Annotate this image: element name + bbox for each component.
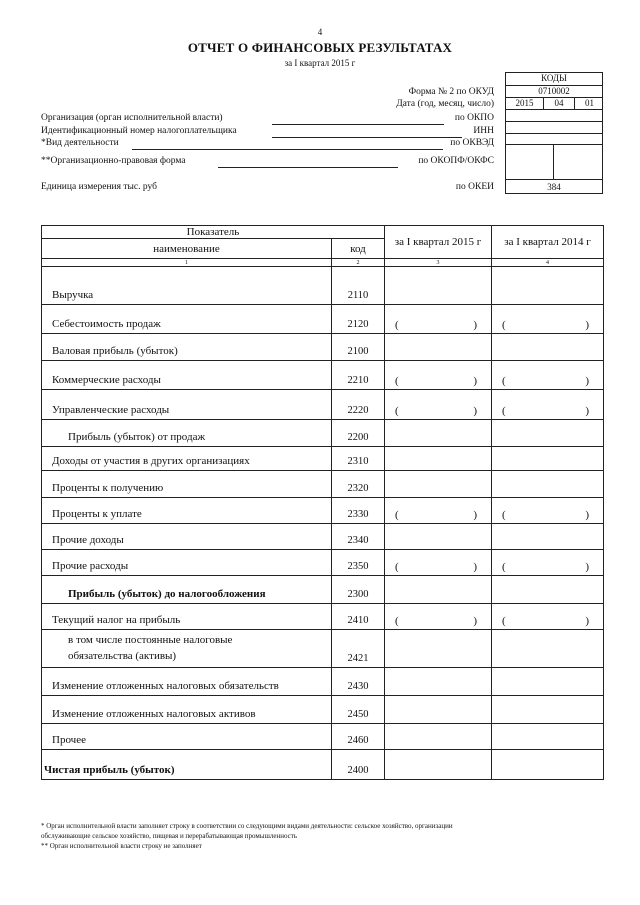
paren-open: ( [395,319,399,331]
paren-open: ( [395,509,399,521]
paren-close: ) [473,561,477,573]
okved-code[interactable] [506,134,602,145]
date-month: 04 [544,98,575,109]
row-name-line1: в том числе постоянные налоговые [68,634,233,646]
table-row [42,471,604,498]
paren-close: ) [585,405,589,417]
value-2015[interactable] [385,498,492,524]
activity-label: *Вид деятельности [41,138,119,148]
row-name: Текущий налог на прибыль [42,604,332,630]
paren-open: ( [502,615,506,627]
row-code: 2300 [332,576,385,604]
organization-field[interactable] [272,124,444,125]
report-title: ОТЧЕТ О ФИНАНСОВЫХ РЕЗУЛЬТАТАХ [187,40,453,55]
column-number-4: 4 [492,259,604,267]
row-name: Себестоимость продаж [42,305,332,334]
value-2014[interactable] [492,305,604,334]
table-row [42,604,604,630]
header-code: код [332,239,385,259]
footnote-1-line-1: * Орган исполнительной власти заполняет строку в соответствии со следующими видами деятельности: сельское хозяйство, организации [41,822,453,830]
row-name: Управленческие расходы [42,390,332,420]
value-2015[interactable] [385,630,492,668]
table-row [42,724,604,750]
value-2014[interactable] [492,498,604,524]
row-code: 2200 [332,420,385,447]
inn-field[interactable] [272,137,462,138]
table-row [42,696,604,724]
table-row [42,498,604,524]
footnote-2: ** Орган исполнительной власти строку не заполняет [41,842,202,850]
column-number-3: 3 [385,259,492,267]
value-2014[interactable] [492,361,604,390]
table-row [42,390,604,420]
value-2014[interactable] [492,524,604,550]
column-number-2: 2 [332,259,385,267]
okopf-label: по ОКОПФ/ОКФС [418,156,494,166]
okud-code[interactable]: 0710002 [506,86,602,98]
value-2014[interactable] [492,471,604,498]
value-2015[interactable] [385,334,492,361]
table-row [42,361,604,390]
activity-field[interactable] [132,149,443,150]
table-row [42,576,604,604]
paren-open: ( [502,319,506,331]
paren-open: ( [502,405,506,417]
date-year: 2015 [506,98,544,109]
value-2014[interactable] [492,604,604,630]
header-period-2015: за I квартал 2015 г [385,226,492,259]
okei-code[interactable]: 384 [547,182,561,192]
okei-label: по ОКЕИ [455,182,494,192]
page-number: 4 [317,27,323,37]
row-name: Изменение отложенных налоговых обязательств [42,668,332,696]
date-label: Дата (год, месяц, число) [396,99,494,109]
value-2015[interactable] [385,524,492,550]
header-indicator: Показатель [42,226,385,239]
row-name: Чистая прибыль (убыток) [42,750,332,780]
row-name: Проценты к получению [42,471,332,498]
header-period-2014: за I квартал 2014 г [492,226,604,259]
value-2015[interactable] [385,267,492,305]
value-2014[interactable] [492,696,604,724]
okpo-label: по ОКПО [454,113,494,123]
paren-close: ) [473,615,477,627]
row-code: 2421 [332,630,385,668]
legal-form-label: **Организационно-правовая форма [41,156,186,166]
legal-form-field[interactable] [218,167,398,168]
value-2014[interactable] [492,630,604,668]
value-2014[interactable] [492,576,604,604]
value-2015[interactable] [385,696,492,724]
okopf-cell [506,145,554,179]
value-2014[interactable] [492,390,604,420]
inn-code[interactable] [506,122,602,134]
value-2015[interactable] [385,550,492,576]
paren-close: ) [473,319,477,331]
value-2014[interactable] [492,420,604,447]
table-row [42,550,604,576]
paren-close: ) [473,375,477,387]
table-row [42,668,604,696]
header-name: наименование [42,239,332,259]
value-2015[interactable] [385,724,492,750]
codes-header: КОДЫ [506,73,602,86]
paren-close: ) [585,509,589,521]
okpo-code[interactable] [506,110,602,122]
row-name: Доходы от участия в других организациях [42,447,332,471]
unit-label: Единица измерения тыс. руб [41,182,157,192]
inn-code-label: ИНН [473,126,494,136]
row-code: 2410 [332,604,385,630]
report-period: за I квартал 2015 г [284,58,356,68]
table-row [42,750,604,780]
codes-box [505,72,603,194]
value-2014[interactable] [492,750,604,780]
paren-close: ) [585,561,589,573]
okved-label: по ОКВЭД [450,138,494,148]
value-2015[interactable] [385,604,492,630]
paren-close: ) [473,509,477,521]
organization-label: Организация (орган исполнительной власти) [41,113,223,123]
paren-close: ) [585,319,589,331]
row-name: Валовая прибыль (убыток) [42,334,332,361]
row-code: 2310 [332,447,385,471]
value-2014[interactable] [492,668,604,696]
okopf-okfs-code[interactable] [506,145,602,180]
row-name: Коммерческие расходы [42,361,332,390]
table-row [42,630,604,668]
row-name: Прочее [42,724,332,750]
value-2014[interactable] [492,267,604,305]
row-code: 2220 [332,390,385,420]
value-2014[interactable] [492,447,604,471]
value-2015[interactable] [385,576,492,604]
value-2015[interactable] [385,361,492,390]
paren-close: ) [585,375,589,387]
row-name: Прибыль (убыток) от продаж [42,420,332,447]
value-2015[interactable] [385,750,492,780]
paren-close: ) [585,615,589,627]
row-code: 2210 [332,361,385,390]
row-name: Проценты к уплате [42,498,332,524]
value-2015[interactable] [385,420,492,447]
date-day: 01 [585,98,594,108]
row-code: 2320 [332,471,385,498]
row-name: Выручка [42,267,332,305]
row-name: Изменение отложенных налоговых активов [42,696,332,724]
inn-label: Идентификационный номер налогоплательщика [41,126,237,136]
paren-open: ( [395,615,399,627]
value-2015[interactable] [385,390,492,420]
row-name: Прочие расходы [42,550,332,576]
row-code: 2330 [332,498,385,524]
okud-label: Форма № 2 по ОКУД [408,87,494,97]
table-row [42,334,604,361]
paren-close: ) [473,405,477,417]
row-name-line2: обязательства (активы) [68,650,177,662]
row-code: 2100 [332,334,385,361]
paren-open: ( [502,561,506,573]
table-row [42,524,604,550]
paren-open: ( [395,561,399,573]
row-name: Прибыль (убыток) до налогообложения [42,576,332,604]
table-row [42,447,604,471]
paren-open: ( [395,405,399,417]
footnote-1-line-2: обслуживающие сельское хозяйство, пищевая и перерабатывающая промышленность [41,832,298,840]
row-name: Прочие доходы [42,524,332,550]
row-name [42,630,332,668]
financial-results-table [41,225,604,780]
value-2015[interactable] [385,668,492,696]
row-code: 2430 [332,668,385,696]
value-2015[interactable] [385,471,492,498]
row-code: 2400 [332,750,385,780]
row-code: 2340 [332,524,385,550]
value-2015[interactable] [385,305,492,334]
value-2014[interactable] [492,334,604,361]
row-code: 2120 [332,305,385,334]
paren-open: ( [502,375,506,387]
date-code[interactable] [506,98,602,110]
table-row [42,420,604,447]
table-row [42,305,604,334]
value-2015[interactable] [385,447,492,471]
row-code: 2110 [332,267,385,305]
value-2014[interactable] [492,550,604,576]
value-2014[interactable] [492,724,604,750]
table-row [42,267,604,305]
row-code: 2450 [332,696,385,724]
row-code: 2460 [332,724,385,750]
column-number-1: 1 [42,259,332,267]
row-code: 2350 [332,550,385,576]
paren-open: ( [502,509,506,521]
paren-open: ( [395,375,399,387]
